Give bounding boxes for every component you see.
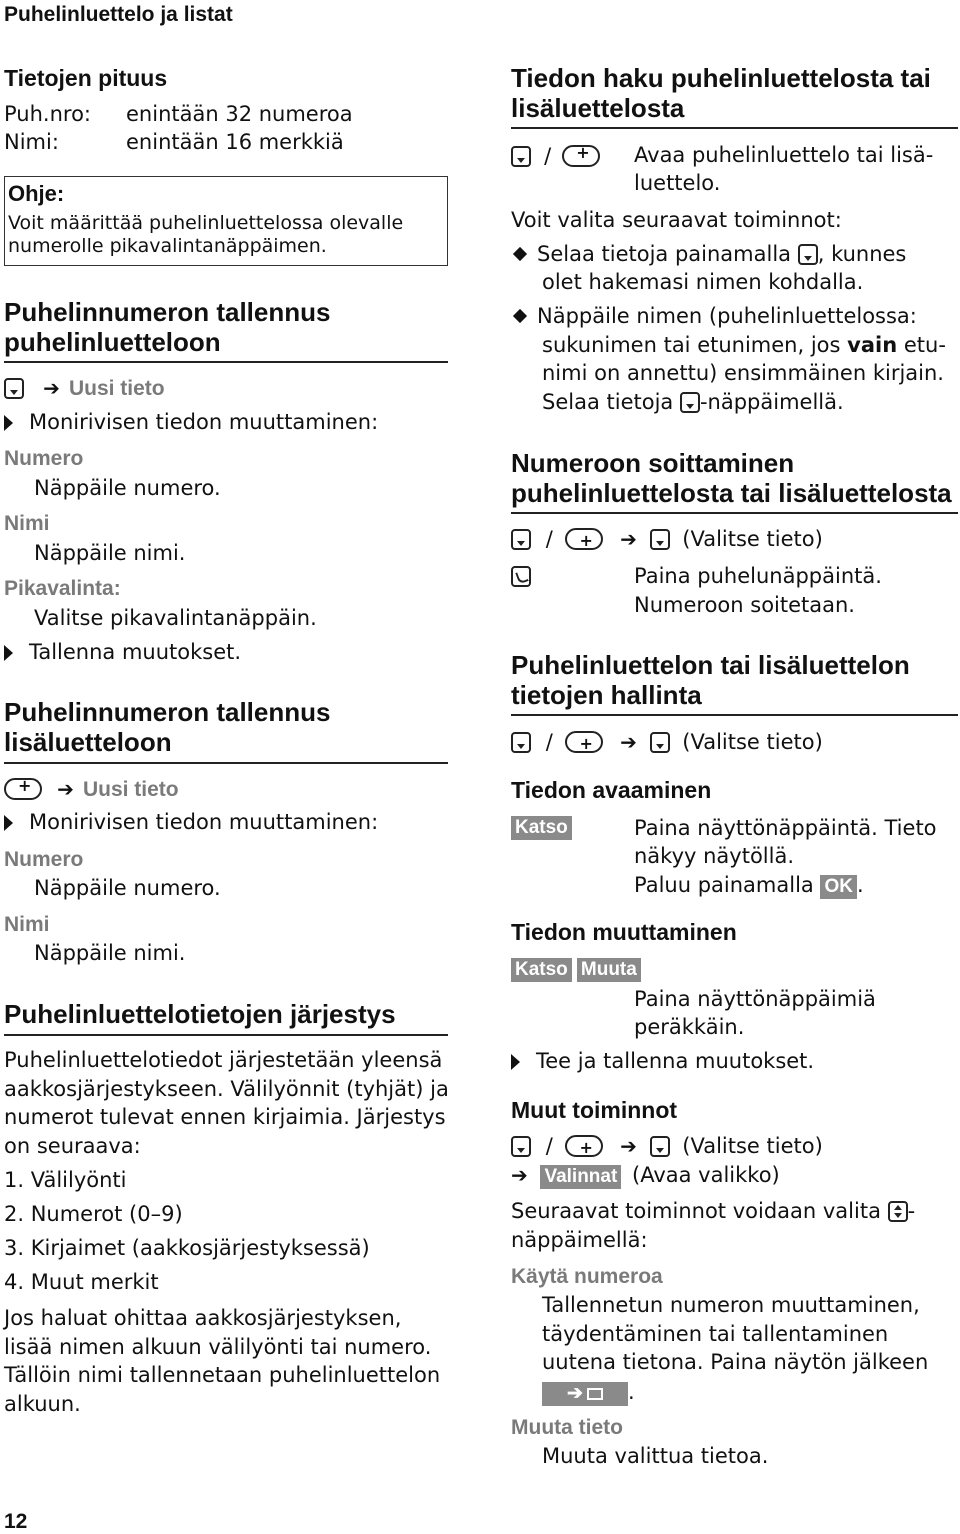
other-options-row: ➔ Valinnat (Avaa valikko) bbox=[511, 1163, 780, 1187]
side-key-icon bbox=[4, 778, 42, 800]
order-p1: Puhelinluettelotiedot järjestetään yleensä bbox=[4, 1048, 443, 1072]
control-down-icon bbox=[511, 146, 531, 167]
search-bullet-1b: olet hakemasi nimen kohdalla. bbox=[542, 270, 864, 294]
edit-text-1: Paina näyttönäppäimiä bbox=[634, 987, 876, 1011]
manage-heading-1: Puhelinluettelon tai lisäluettelon bbox=[511, 650, 910, 680]
search-open-2: luettelo. bbox=[634, 171, 721, 195]
side-key-icon bbox=[562, 145, 600, 167]
arrow-right-icon: ➔ bbox=[620, 1134, 637, 1158]
search-heading-2: lisäluettelosta bbox=[511, 93, 685, 123]
step-triangle-icon bbox=[4, 645, 13, 661]
edit-text-2: peräkkäin. bbox=[634, 1015, 745, 1039]
field-name-text: Näppäile nimi. bbox=[34, 941, 186, 965]
field-name-label: Nimi bbox=[4, 512, 50, 535]
control-down-icon bbox=[511, 529, 531, 550]
menu-new-entry: Uusi tieto bbox=[82, 778, 179, 801]
option-edit-entry: Muuta tieto bbox=[511, 1416, 623, 1439]
order-item-3: 3. Kirjaimet (aakkosjärjestyksessä) bbox=[4, 1236, 370, 1260]
search-heading-1: Tiedon haku puhelinluettelosta tai bbox=[511, 63, 931, 93]
save-aux-menu-row bbox=[4, 777, 179, 802]
arrow-right-icon: ➔ bbox=[57, 777, 74, 801]
field-number-label: Numero bbox=[4, 848, 84, 871]
talk-key-icon bbox=[511, 566, 531, 587]
field-number-text: Näppäile numero. bbox=[34, 876, 221, 900]
view-heading: Tiedon avaaminen bbox=[511, 777, 712, 803]
call-heading-2: puhelinluettelosta tai lisäluettelosta bbox=[511, 478, 952, 508]
save-dir-menu-row bbox=[4, 376, 165, 401]
order-item-4: 4. Muut merkit bbox=[4, 1270, 159, 1294]
divider bbox=[511, 714, 958, 716]
page-number: 12 bbox=[4, 1510, 28, 1533]
field-speeddial-label: Pikavalinta: bbox=[4, 577, 121, 600]
search-bullet-2b: sukunimen tai etunimen, jos vain etu- bbox=[542, 333, 946, 357]
control-updown-icon bbox=[888, 1201, 908, 1222]
other-heading: Muut toiminnot bbox=[511, 1097, 678, 1123]
search-bullet-2a: Näppäile nimen (puhelinluettelossa: bbox=[511, 302, 917, 331]
view-text-1: Paina näyttönäppäintä. Tieto bbox=[634, 816, 937, 840]
tip-text-1: Voit määrittää puhelinluettelossa olevalle bbox=[8, 212, 404, 234]
control-down-icon bbox=[650, 1136, 670, 1157]
call-dialed: Numeroon soitetaan. bbox=[634, 593, 855, 617]
divider bbox=[4, 762, 448, 764]
order-p4: on seuraava: bbox=[4, 1134, 141, 1158]
phone-length-value: enintään 32 numeroa bbox=[126, 102, 353, 126]
manage-heading-2: tietojen hallinta bbox=[511, 680, 702, 710]
option-use-number-text-3: uutena tietona. Paina näytön jälkeen bbox=[542, 1350, 929, 1374]
save-dir-step1: Monirivisen tiedon muuttaminen: bbox=[4, 408, 378, 437]
control-down-icon bbox=[680, 392, 700, 413]
phonebook-icon bbox=[587, 1388, 603, 1400]
save-dir-step2: Tallenna muutokset. bbox=[4, 638, 241, 667]
arrow-right-icon: ➔ bbox=[511, 1163, 528, 1187]
edit-softkey[interactable]: Muuta bbox=[577, 958, 641, 982]
control-down-icon bbox=[650, 529, 670, 550]
bullet-diamond-icon bbox=[513, 309, 527, 323]
save-dir-heading-2: puhelinluetteloon bbox=[4, 327, 221, 357]
field-number-text: Näppäile numero. bbox=[34, 476, 221, 500]
step-triangle-icon bbox=[511, 1054, 520, 1070]
view-softkey[interactable]: Katso bbox=[511, 816, 572, 840]
control-down-icon bbox=[511, 1136, 531, 1157]
edit-softkeys bbox=[511, 958, 641, 982]
control-down-icon bbox=[798, 244, 818, 265]
view-text-2: näkyy näytöllä. bbox=[634, 844, 795, 868]
step-triangle-icon bbox=[4, 815, 13, 831]
save-aux-heading-1: Puhelinnumeron tallennus bbox=[4, 697, 331, 727]
field-name-label: Nimi bbox=[4, 913, 50, 936]
side-key-icon bbox=[565, 731, 603, 753]
call-keys-row: / + ➔ (Valitse tieto) bbox=[511, 525, 823, 554]
option-use-number-text-4: ➔ . bbox=[542, 1378, 635, 1407]
option-use-number-text-1: Tallennetun numeron muuttaminen, bbox=[542, 1293, 920, 1317]
arrow-right-icon: ➔ bbox=[43, 376, 60, 400]
manage-keys-row: / + ➔ (Valitse tieto) bbox=[511, 728, 823, 757]
divider bbox=[511, 512, 958, 514]
step-triangle-icon bbox=[4, 415, 13, 431]
phone-length-label: Puh.nro: bbox=[4, 102, 91, 126]
order-item-2: 2. Numerot (0–9) bbox=[4, 1202, 183, 1226]
save-dir-heading-1: Puhelinnumeron tallennus bbox=[4, 297, 331, 327]
tip-text-2: numerolle pikavalintanäppäimen. bbox=[8, 235, 327, 257]
side-key-icon bbox=[565, 1135, 603, 1157]
control-down-icon bbox=[4, 378, 24, 399]
order-heading: Puhelinluettelotietojen järjestys bbox=[4, 999, 396, 1029]
call-heading-1: Numeroon soittaminen bbox=[511, 448, 795, 478]
call-press: Paina puhelunäppäintä. bbox=[634, 564, 882, 588]
option-use-number: Käytä numeroa bbox=[511, 1265, 663, 1288]
save-aux-heading-2: lisäluetteloon bbox=[4, 727, 172, 757]
length-heading: Tietojen pituus bbox=[4, 65, 168, 91]
option-edit-entry-text: Muuta valittua tietoa. bbox=[542, 1444, 769, 1468]
search-bullet-2c: nimi on annettu) ensimmäinen kirjain. bbox=[542, 361, 944, 385]
order-q1: Jos haluat ohittaa aakkosjärjestyksen, bbox=[4, 1306, 402, 1330]
field-number-label: Numero bbox=[4, 447, 84, 470]
divider bbox=[4, 1034, 448, 1036]
option-use-number-text-2: täydentäminen tai tallentaminen bbox=[542, 1322, 889, 1346]
other-keys-row: / + ➔ (Valitse tieto) bbox=[511, 1132, 823, 1161]
name-length-label: Nimi: bbox=[4, 130, 59, 154]
menu-new-entry: Uusi tieto bbox=[68, 377, 165, 400]
field-name-text: Näppäile nimi. bbox=[34, 541, 186, 565]
view-softkey[interactable]: Katso bbox=[511, 958, 572, 982]
view-text-3: Paluu painamalla OK . bbox=[634, 873, 864, 897]
name-length-value: enintään 16 merkkiä bbox=[126, 130, 344, 154]
tip-title: Ohje: bbox=[8, 181, 65, 206]
ok-softkey[interactable]: OK bbox=[820, 875, 857, 899]
search-keys-row: / + bbox=[511, 142, 600, 171]
arrow-right-icon: ➔ bbox=[620, 730, 637, 754]
arrow-right-icon: ➔ bbox=[620, 527, 637, 551]
bullet-diamond-icon bbox=[513, 247, 527, 261]
other-p1: Seuraavat toiminnot voidaan valita - bbox=[511, 1199, 916, 1223]
order-q4: alkuun. bbox=[4, 1392, 81, 1416]
order-p3: numerot tulevat ennen kirjaimia. Järjestys bbox=[4, 1105, 446, 1129]
save-aux-step1: Monirivisen tiedon muuttaminen: bbox=[4, 808, 378, 837]
order-q3: Tällöin nimi tallennetaan puhelinluettelon bbox=[4, 1363, 441, 1387]
options-softkey[interactable]: Valinnat bbox=[540, 1165, 621, 1189]
divider bbox=[511, 127, 958, 129]
order-p2: aakkosjärjestykseen. Välilyönnit (tyhjät) ja bbox=[4, 1077, 449, 1101]
control-down-icon bbox=[650, 732, 670, 753]
order-q2: lisää nimen alkuun välilyönti tai numero. bbox=[4, 1335, 432, 1359]
edit-heading: Tiedon muuttaminen bbox=[511, 919, 737, 945]
search-bullet-2d: Selaa tietoja -näppäimellä. bbox=[542, 390, 844, 414]
control-down-icon bbox=[511, 732, 531, 753]
divider bbox=[4, 361, 448, 363]
search-bullet-1a: Selaa tietoja painamalla , kunnes bbox=[511, 240, 906, 269]
field-speeddial-text: Valitse pikavalintanäppäin. bbox=[34, 606, 317, 630]
other-p2: näppäimellä: bbox=[511, 1228, 648, 1252]
side-key-icon bbox=[565, 528, 603, 550]
order-item-1: 1. Välilyönti bbox=[4, 1168, 127, 1192]
save-to-phonebook-softkey[interactable]: ➔ bbox=[542, 1382, 628, 1406]
edit-step: Tee ja tallenna muutokset. bbox=[511, 1047, 814, 1076]
search-open-1: Avaa puhelinluettelo tai lisä- bbox=[634, 143, 934, 167]
page-header: Puhelinluettelo ja listat bbox=[4, 3, 233, 26]
search-choose: Voit valita seuraavat toiminnot: bbox=[511, 208, 842, 232]
